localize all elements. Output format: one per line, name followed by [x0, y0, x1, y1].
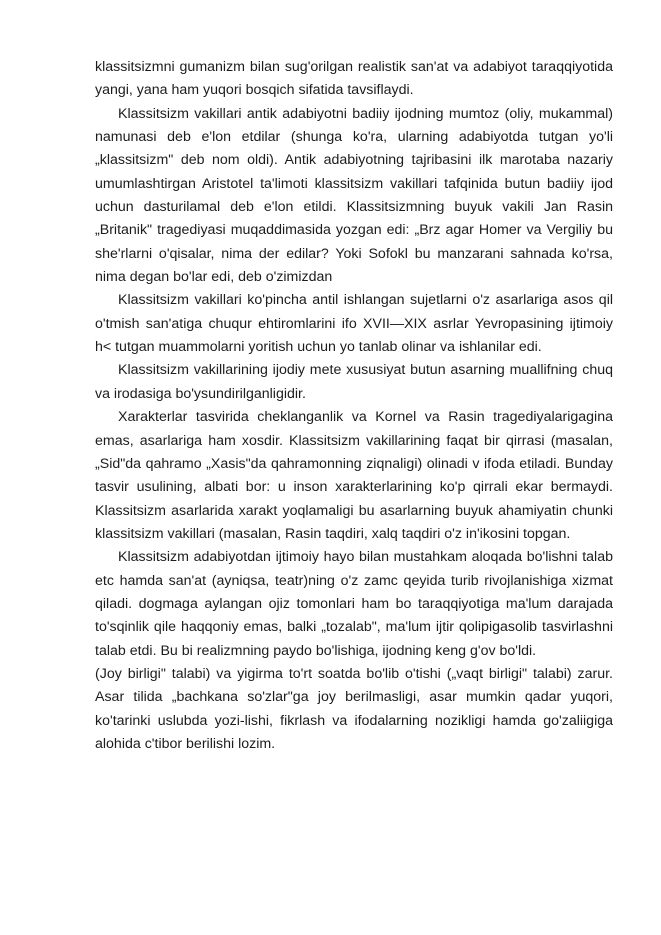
paragraph-7: (Joy birligi" talabi) va yigirma to'rt soatda bo'lib o'tishi („vaqt birligi" talabi) zarur. Asar tilida „bachkana so'zlar"ga joy berilmasligi, asar mumkin qadar yuqori, ko'tarinki uslubda yozi-lishi, fikrlash va ifodalarning nozikligi hamda go'zaliigiga alohida c'tibor berilishi lozim.: [95, 665, 613, 752]
paragraph-4: Klassitsizm vakillarining ijodiy mete xususiyat butun asarning muallifning chuq va irodasiga bo'ysundirilganligidir.: [95, 362, 613, 402]
paragraph-5: Xarakterlar tasvirida cheklanganlik va Kornel va Rasin tragediyalarigagina emas, asarlariga ham xosdir. Klassitsizm vakillarining faqat bir qirrasi (masalan, „Sid"da qahramo „Xasis"da qahramonning ziqnaligi) olinadi v ifoda etiladi. Bunday tasvir usulining, albati bor: u inson xarakterlarining ko'p qirrali ekar bermaydi. Klassitsizm asarlarida xarakt yoqlamaligi bu asarlarning buyuk ahamiyatin chunki klassitsizm vakillari (masalan, Rasin taqdiri, xalq taqdiri o'z in'ikosini topgan.: [95, 409, 613, 542]
document-page: [95, 56, 613, 756]
paragraph-1: klassitsizmni gumanizm bilan sug'orilgan realistik san'at va adabiyot taraqqiyotida yangi, yana ham yuqori bosqich sifatida tavsiflaydi.: [95, 59, 613, 99]
paragraph-2: Klassitsizm vakillari antik adabiyotni badiiy ijodning mumtoz (oliy, mukammal) namunasi deb e'lon etdilar (shunga ko'ra, ularning adabiyotda tutgan yo'li „klassitsizm" deb nom oldi). Antik adabiyotning tajribasini ilk marotaba nazariy umumlashtirgan Aristotel ta'limoti klassitsizm vakillari tafqinida butun badiiy ijod uchun dasturilamal deb e'lon etildi. Klassitsizmning buyuk vakili Jan Rasin „Britanik" tragediyasi muqaddimasida yozgan edi: „Brz agar Homer va Vergiliy bu she'rlarni o'qisalar, nima der edilar? Yoki Sofokl bu manzarani sahnada ko'rsa, nima degan bo'lar edi, deb o'zimizdan: [95, 105, 613, 286]
paragraph-6: Klassitsizm adabiyotdan ijtimoiy hayo bilan mustahkam aloqada bo'lishni talab etc hamda san'at (ayniqsa, teatr)ning o'z zamc qeyida turib rivojlanishiga xizmat qiladi. dogmaga aylangan ojiz tomonlari ham bo taraqqiyotiga ma'lum darajada to'sqinlik qile haqqoniy emas, balki „tozalab", ma'lum ijtir qolipigasolib tasvirlashni talab etdi. Bu bi realizmning paydo bo'lishiga, ijodning keng g'ov bo'ldi.: [95, 549, 613, 659]
paragraph-3: Klassitsizm vakillari ko'pincha antil ishlangan sujetlarni o'z asarlariga asos qil o'tmish san'atiga chuqur ehtiromlarini ifo XVII—XIX asrlar Yevropasining ijtimoiy h< tutgan muammolarni yoritish uchun yo tanlab olinar va ishlanilar edi.: [95, 292, 613, 356]
